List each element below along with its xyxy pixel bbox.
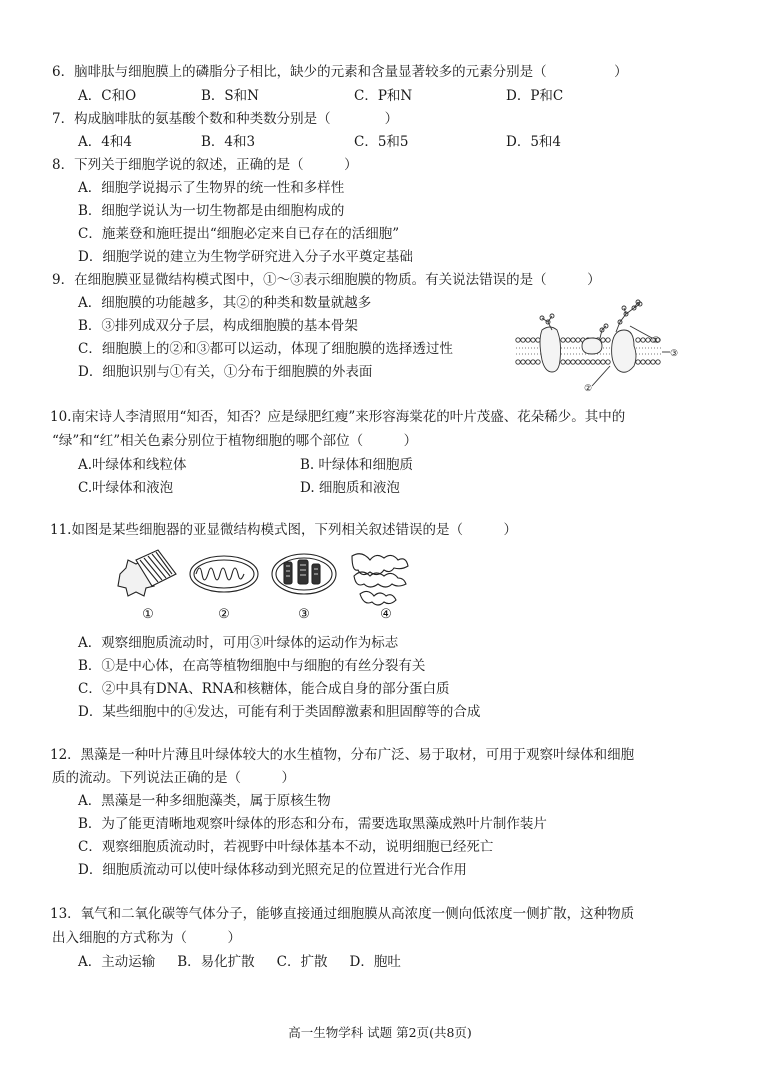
q6-option-b: B．S和N xyxy=(201,88,259,104)
q7-option-d: D．5和4 xyxy=(506,134,562,150)
q13-stem-line1: 13．氧气和二氧化碳等气体分子，能够直接通过细胞膜从高浓度一侧向低浓度一侧扩散，这种物质 xyxy=(50,906,635,922)
q8-option-b: B．细胞学说认为一切生物都是由细胞构成的 xyxy=(78,203,345,219)
q6-options xyxy=(78,87,678,105)
q12-option-a: A．黑藻是一种多细胞藻类，属于原核生物 xyxy=(78,793,331,809)
q10-option-c: C.叶绿体和液泡 xyxy=(78,480,174,496)
q7-stem: 7．构成脑啡肽的氨基酸个数和种类数分别是（ ） xyxy=(52,111,399,127)
organelle-label-2: ② xyxy=(218,607,230,622)
q9-option-a: A．细胞膜的功能越多，其②的种类和数量就越多 xyxy=(78,295,372,311)
q11-option-a: A．观察细胞质流动时，可用③叶绿体的运动作为标志 xyxy=(78,635,399,651)
cell-membrane-figure xyxy=(512,296,682,392)
q8-option-c: C．施莱登和施旺提出“细胞必定来自已存在的活细胞” xyxy=(78,226,400,242)
membrane-label-2: ② xyxy=(584,384,593,392)
q7-option-b: B．4和3 xyxy=(201,134,256,150)
q9-option-b: B．③排列成双分子层，构成细胞膜的基本骨架 xyxy=(78,318,358,334)
q6-option-d: D．P和C xyxy=(506,88,564,104)
membrane-protein-middle xyxy=(582,338,602,354)
endoplasmic-reticulum-drawing xyxy=(352,554,408,605)
q12-option-d: D．细胞质流动可以使叶绿体移动到光照充足的位置进行光合作用 xyxy=(78,862,467,878)
membrane-protein-left xyxy=(540,327,561,372)
q10-options-row2 xyxy=(78,479,638,497)
q10-option-d: D. 细胞质和液泡 xyxy=(300,480,400,496)
q11-option-b: B．①是中心体，在高等植物细胞中与细胞的有丝分裂有关 xyxy=(78,658,426,674)
q11-option-c: C．②中具有DNA、RNA和核糖体，能合成自身的部分蛋白质 xyxy=(78,681,450,697)
q6-option-c: C．P和N xyxy=(354,88,413,104)
centriole-drawing xyxy=(118,550,176,596)
q11-option-d: D．某些细胞中的④发达，可能有利于类固醇激素和胆固醇等的合成 xyxy=(78,704,481,720)
q9-option-d: D．细胞识别与①有关，①分布于细胞膜的外表面 xyxy=(78,364,373,380)
q12-option-b: B．为了能更清晰地观察叶绿体的形态和分布，需要选取黑藻成熟叶片制作装片 xyxy=(78,816,547,832)
q13-option-d: D．胞吐 xyxy=(349,954,401,970)
q13-option-b: B．易化扩散 xyxy=(177,954,255,970)
q10-option-b: B. 叶绿体和细胞质 xyxy=(300,457,414,473)
mitochondrion-drawing xyxy=(190,556,258,592)
q10-stem-line2: “绿”和“红”相关色素分别位于植物细胞的哪个部位（ ） xyxy=(52,433,418,449)
organelle-figure xyxy=(112,546,432,622)
q10-option-a: A.叶绿体和线粒体 xyxy=(78,457,187,473)
q12-stem-line2: 质的流动。下列说法正确的是（ ） xyxy=(52,770,295,786)
q9-stem: 9．在细胞膜亚显微结构模式图中，①～③表示细胞膜的物质。有关说法错误的是（ ） xyxy=(52,272,601,288)
q8-stem: 8．下列关于细胞学说的叙述，正确的是（ ） xyxy=(52,157,358,173)
chloroplast-drawing xyxy=(272,554,336,594)
organelle-label-4: ④ xyxy=(380,607,392,622)
q13-options xyxy=(78,953,423,971)
q13-stem-line2: 出入细胞的方式称为（ ） xyxy=(52,930,241,946)
q8-option-a: A．细胞学说揭示了生物界的统一性和多样性 xyxy=(78,180,345,196)
organelle-label-3: ③ xyxy=(298,607,310,622)
q7-option-a: A．4和4 xyxy=(78,134,132,150)
q10-options-row1 xyxy=(78,456,638,474)
q11-stem: 11.如图是某些细胞器的亚显微结构模式图，下列相关叙述错误的是（ ） xyxy=(50,522,517,538)
q8-option-d: D．细胞学说的建立为生物学研究进入分子水平奠定基础 xyxy=(78,249,413,265)
q13-option-c: C．扩散 xyxy=(276,954,328,970)
q10-stem-line1: 10.南宋诗人李清照用“知否，知否？应是绿肥红瘦”来形容海棠花的叶片茂盛、花朵稀少。其中的 xyxy=(50,409,626,425)
organelle-label-1: ① xyxy=(142,607,154,622)
q12-option-c: C．观察细胞质流动时，若视野中叶绿体基本不动，说明细胞已经死亡 xyxy=(78,839,494,855)
q12-stem-line1: 12．黑藻是一种叶片薄且叶绿体较大的水生植物，分布广泛、易于取材，可用于观察叶绿体和细胞 xyxy=(50,747,635,763)
page-footer: 高一生物学科 试题 第2页(共8页) xyxy=(288,1025,472,1040)
q7-option-c: C．5和5 xyxy=(354,134,409,150)
membrane-protein-right xyxy=(612,330,636,372)
q6-stem: 6．脑啡肽与细胞膜上的磷脂分子相比，缺少的元素和含量显著较多的元素分别是（ ） xyxy=(52,64,628,80)
membrane-label-3: ③ xyxy=(670,349,679,359)
q6-option-a: A．C和O xyxy=(78,88,137,104)
q7-options xyxy=(78,133,678,151)
membrane-label-1: ① xyxy=(652,336,661,346)
q13-option-a: A．主动运输 xyxy=(78,954,156,970)
q9-option-c: C．细胞膜上的②和③都可以运动，体现了细胞膜的选择透过性 xyxy=(78,341,453,357)
